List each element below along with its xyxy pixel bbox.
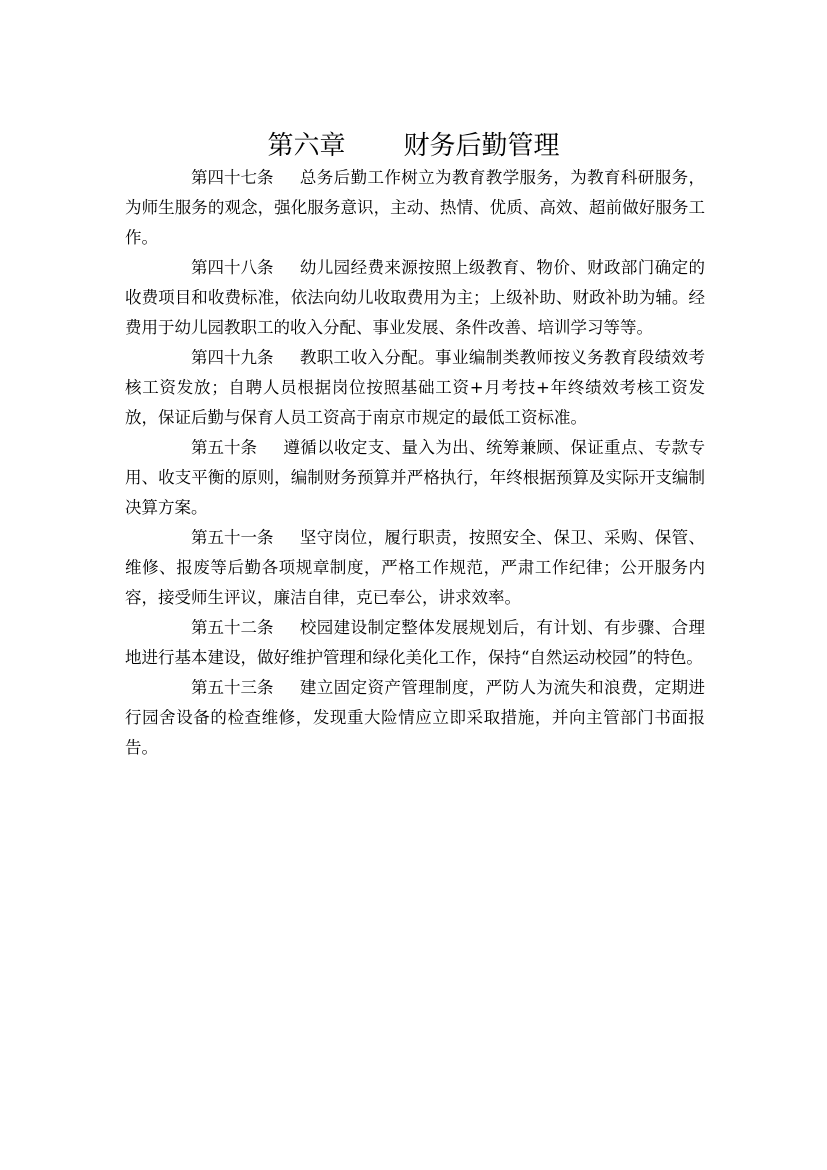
article-list [125, 163, 705, 763]
article-text: 幼儿园经费来源按照上级教育、物价、财政部门确定的收费项目和收费标准，依法向幼儿收取费用为主；上级补助、财政补助为辅。经费用于幼儿园教职工的收入分配、事业发展、条件改善、培训学习等等。 [125, 258, 705, 337]
article-number: 第四十七条 [191, 168, 274, 187]
article-text: 校园建设制定整体发展规划后，有计划、有步骤、合理地进行基本建设，做好维护管理和绿化美化工作，保持“自然运动校园”的特色。 [125, 618, 705, 667]
article-50 [125, 433, 705, 523]
article-text: 总务后勤工作树立为教育教学服务，为教育科研服务，为师生服务的观念，强化服务意识，主动、热情、优质、高效、超前做好服务工作。 [125, 168, 705, 247]
chapter-number: 第六章 [267, 131, 346, 161]
article-number: 第五十二条 [191, 618, 274, 637]
article-52 [125, 613, 705, 673]
chapter-name: 财务后勤管理 [403, 131, 560, 161]
article-text: 遵循以收定支、量入为出、统筹兼顾、保证重点、专款专用、收支平衡的原则，编制财务预算并严格执行，年终根据预算及实际开支编制决算方案。 [125, 438, 705, 517]
article-number: 第四十八条 [191, 258, 274, 277]
article-48 [125, 253, 705, 343]
article-text: 建立固定资产管理制度，严防人为流失和浪费，定期进行园舍设备的检查维修，发现重大险情应立即采取措施，并向主管部门书面报告。 [125, 678, 705, 757]
article-number: 第五十一条 [191, 528, 274, 547]
article-53 [125, 673, 705, 763]
article-text: 坚守岗位，履行职责，按照安全、保卫、采购、保管、维修、报废等后勤各项规章制度，严格工作规范，严肃工作纪律；公开服务内容，接受师生评议，廉洁自律，克已奉公，讲求效率。 [125, 528, 705, 607]
article-49 [125, 343, 705, 433]
article-47 [125, 163, 705, 253]
article-51 [125, 523, 705, 613]
article-number: 第四十九条 [191, 348, 274, 367]
article-number: 第五十条 [191, 438, 257, 457]
chapter-title [0, 126, 827, 166]
article-number: 第五十三条 [191, 678, 274, 697]
article-text: 教职工收入分配。事业编制类教师按义务教育段绩效考核工资发放；自聘人员根据岗位按照基础工资+月考技+年终绩效考核工资发放，保证后勤与保育人员工资高于南京市规定的最低工资标准。 [125, 348, 705, 427]
